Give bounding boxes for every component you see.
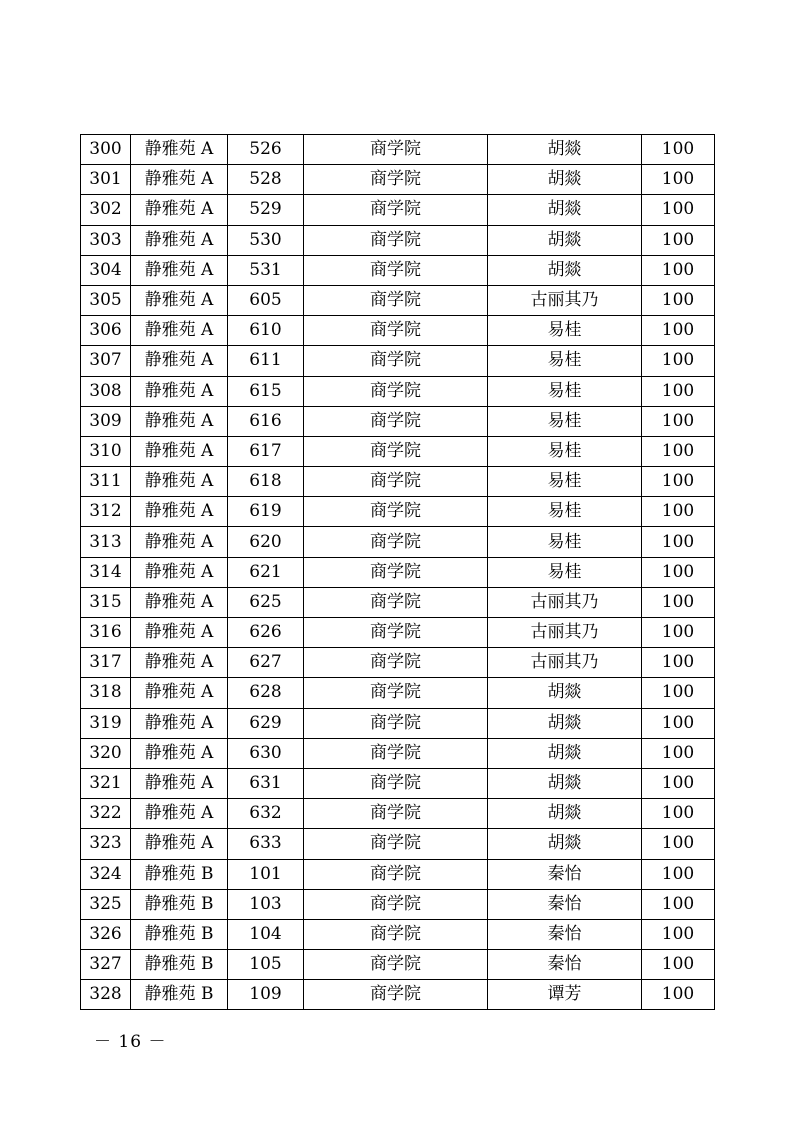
- table-row: [81, 587, 715, 617]
- score-cell: 100: [642, 587, 715, 617]
- table-row: [81, 467, 715, 497]
- score-cell: 100: [642, 165, 715, 195]
- college-cell: 商学院: [304, 165, 488, 195]
- counselor-cell: 古丽其乃: [488, 285, 642, 315]
- row-index-cell: 323: [81, 829, 131, 859]
- counselor-cell: 胡燚: [488, 165, 642, 195]
- score-cell: 100: [642, 225, 715, 255]
- college-cell: 商学院: [304, 316, 488, 346]
- building-cell: 静雅苑 B: [131, 950, 228, 980]
- college-cell: 商学院: [304, 587, 488, 617]
- college-cell: 商学院: [304, 346, 488, 376]
- table-row: [81, 376, 715, 406]
- row-index-cell: 319: [81, 708, 131, 738]
- row-index-cell: 303: [81, 225, 131, 255]
- college-cell: 商学院: [304, 195, 488, 225]
- score-cell: 100: [642, 406, 715, 436]
- score-cell: 100: [642, 346, 715, 376]
- table-row: [81, 768, 715, 798]
- score-cell: 100: [642, 618, 715, 648]
- row-index-cell: 302: [81, 195, 131, 225]
- row-index-cell: 325: [81, 889, 131, 919]
- counselor-cell: 易桂: [488, 436, 642, 466]
- row-index-cell: 312: [81, 497, 131, 527]
- score-cell: 100: [642, 436, 715, 466]
- college-cell: 商学院: [304, 859, 488, 889]
- table-row: [81, 889, 715, 919]
- counselor-cell: 易桂: [488, 376, 642, 406]
- row-index-cell: 308: [81, 376, 131, 406]
- room-number-cell: 101: [228, 859, 304, 889]
- college-cell: 商学院: [304, 285, 488, 315]
- room-number-cell: 629: [228, 708, 304, 738]
- room-number-cell: 618: [228, 467, 304, 497]
- table-row: [81, 919, 715, 949]
- college-cell: 商学院: [304, 708, 488, 738]
- room-number-cell: 631: [228, 768, 304, 798]
- building-cell: 静雅苑 A: [131, 618, 228, 648]
- counselor-cell: 胡燚: [488, 829, 642, 859]
- room-number-cell: 109: [228, 980, 304, 1010]
- score-cell: 100: [642, 950, 715, 980]
- room-number-cell: 626: [228, 618, 304, 648]
- row-index-cell: 311: [81, 467, 131, 497]
- room-number-cell: 104: [228, 919, 304, 949]
- table-row: [81, 165, 715, 195]
- room-number-cell: 611: [228, 346, 304, 376]
- table-row: [81, 195, 715, 225]
- score-cell: 100: [642, 135, 715, 165]
- counselor-cell: 胡燚: [488, 768, 642, 798]
- row-index-cell: 318: [81, 678, 131, 708]
- table-row: [81, 708, 715, 738]
- score-cell: 100: [642, 738, 715, 768]
- table-row: [81, 225, 715, 255]
- building-cell: 静雅苑 A: [131, 316, 228, 346]
- table-row: [81, 527, 715, 557]
- score-cell: 100: [642, 255, 715, 285]
- room-number-cell: 530: [228, 225, 304, 255]
- college-cell: 商学院: [304, 497, 488, 527]
- college-cell: 商学院: [304, 406, 488, 436]
- building-cell: 静雅苑 A: [131, 467, 228, 497]
- score-cell: 100: [642, 708, 715, 738]
- counselor-cell: 古丽其乃: [488, 618, 642, 648]
- room-number-cell: 531: [228, 255, 304, 285]
- college-cell: 商学院: [304, 618, 488, 648]
- table-body: [81, 135, 715, 1010]
- table-row: [81, 436, 715, 466]
- room-number-cell: 605: [228, 285, 304, 315]
- college-cell: 商学院: [304, 648, 488, 678]
- row-index-cell: 320: [81, 738, 131, 768]
- college-cell: 商学院: [304, 889, 488, 919]
- counselor-cell: 胡燚: [488, 225, 642, 255]
- page-number: － 16 －: [94, 1032, 167, 1052]
- row-index-cell: 328: [81, 980, 131, 1010]
- college-cell: 商学院: [304, 950, 488, 980]
- score-cell: 100: [642, 527, 715, 557]
- table-row: [81, 980, 715, 1010]
- table-row: [81, 316, 715, 346]
- building-cell: 静雅苑 A: [131, 648, 228, 678]
- row-index-cell: 307: [81, 346, 131, 376]
- room-number-cell: 619: [228, 497, 304, 527]
- table-row: [81, 285, 715, 315]
- row-index-cell: 316: [81, 618, 131, 648]
- room-number-cell: 632: [228, 799, 304, 829]
- row-index-cell: 314: [81, 557, 131, 587]
- room-number-cell: 105: [228, 950, 304, 980]
- counselor-cell: 古丽其乃: [488, 587, 642, 617]
- building-cell: 静雅苑 A: [131, 587, 228, 617]
- row-index-cell: 309: [81, 406, 131, 436]
- college-cell: 商学院: [304, 376, 488, 406]
- table-row: [81, 678, 715, 708]
- score-cell: 100: [642, 768, 715, 798]
- room-number-cell: 630: [228, 738, 304, 768]
- score-cell: 100: [642, 497, 715, 527]
- table-row: [81, 738, 715, 768]
- room-number-cell: 526: [228, 135, 304, 165]
- counselor-cell: 谭芳: [488, 980, 642, 1010]
- table-row: [81, 255, 715, 285]
- counselor-cell: 易桂: [488, 497, 642, 527]
- score-cell: 100: [642, 889, 715, 919]
- score-cell: 100: [642, 467, 715, 497]
- counselor-cell: 易桂: [488, 406, 642, 436]
- college-cell: 商学院: [304, 768, 488, 798]
- row-index-cell: 301: [81, 165, 131, 195]
- counselor-cell: 秦怡: [488, 889, 642, 919]
- row-index-cell: 315: [81, 587, 131, 617]
- row-index-cell: 317: [81, 648, 131, 678]
- building-cell: 静雅苑 A: [131, 799, 228, 829]
- counselor-cell: 易桂: [488, 557, 642, 587]
- college-cell: 商学院: [304, 527, 488, 557]
- counselor-cell: 秦怡: [488, 859, 642, 889]
- score-cell: 100: [642, 195, 715, 225]
- room-number-cell: 528: [228, 165, 304, 195]
- score-cell: 100: [642, 678, 715, 708]
- room-number-cell: 615: [228, 376, 304, 406]
- building-cell: 静雅苑 B: [131, 889, 228, 919]
- row-index-cell: 327: [81, 950, 131, 980]
- score-cell: 100: [642, 285, 715, 315]
- table-row: [81, 346, 715, 376]
- college-cell: 商学院: [304, 919, 488, 949]
- building-cell: 静雅苑 B: [131, 919, 228, 949]
- table-row: [81, 950, 715, 980]
- counselor-cell: 秦怡: [488, 919, 642, 949]
- counselor-cell: 胡燚: [488, 738, 642, 768]
- table-row: [81, 618, 715, 648]
- table-row: [81, 829, 715, 859]
- row-index-cell: 313: [81, 527, 131, 557]
- room-number-cell: 610: [228, 316, 304, 346]
- building-cell: 静雅苑 A: [131, 255, 228, 285]
- counselor-cell: 胡燚: [488, 195, 642, 225]
- room-number-cell: 625: [228, 587, 304, 617]
- score-cell: 100: [642, 557, 715, 587]
- building-cell: 静雅苑 A: [131, 195, 228, 225]
- counselor-cell: 易桂: [488, 346, 642, 376]
- room-number-cell: 529: [228, 195, 304, 225]
- counselor-cell: 胡燚: [488, 678, 642, 708]
- college-cell: 商学院: [304, 980, 488, 1010]
- room-number-cell: 621: [228, 557, 304, 587]
- college-cell: 商学院: [304, 557, 488, 587]
- college-cell: 商学院: [304, 135, 488, 165]
- row-index-cell: 322: [81, 799, 131, 829]
- room-number-cell: 627: [228, 648, 304, 678]
- building-cell: 静雅苑 A: [131, 557, 228, 587]
- college-cell: 商学院: [304, 436, 488, 466]
- score-cell: 100: [642, 648, 715, 678]
- counselor-cell: 易桂: [488, 316, 642, 346]
- row-index-cell: 300: [81, 135, 131, 165]
- table-row: [81, 557, 715, 587]
- building-cell: 静雅苑 A: [131, 708, 228, 738]
- building-cell: 静雅苑 A: [131, 406, 228, 436]
- room-number-cell: 628: [228, 678, 304, 708]
- row-index-cell: 321: [81, 768, 131, 798]
- college-cell: 商学院: [304, 799, 488, 829]
- counselor-cell: 胡燚: [488, 708, 642, 738]
- building-cell: 静雅苑 A: [131, 768, 228, 798]
- counselor-cell: 胡燚: [488, 135, 642, 165]
- building-cell: 静雅苑 A: [131, 135, 228, 165]
- college-cell: 商学院: [304, 738, 488, 768]
- table-row: [81, 648, 715, 678]
- building-cell: 静雅苑 B: [131, 980, 228, 1010]
- table-row: [81, 859, 715, 889]
- room-number-cell: 620: [228, 527, 304, 557]
- building-cell: 静雅苑 A: [131, 527, 228, 557]
- room-number-cell: 103: [228, 889, 304, 919]
- college-cell: 商学院: [304, 255, 488, 285]
- row-index-cell: 305: [81, 285, 131, 315]
- college-cell: 商学院: [304, 225, 488, 255]
- counselor-cell: 易桂: [488, 467, 642, 497]
- table-row: [81, 406, 715, 436]
- counselor-cell: 胡燚: [488, 255, 642, 285]
- score-cell: 100: [642, 316, 715, 346]
- room-number-cell: 633: [228, 829, 304, 859]
- building-cell: 静雅苑 B: [131, 859, 228, 889]
- table-row: [81, 799, 715, 829]
- building-cell: 静雅苑 A: [131, 678, 228, 708]
- row-index-cell: 306: [81, 316, 131, 346]
- building-cell: 静雅苑 A: [131, 285, 228, 315]
- building-cell: 静雅苑 A: [131, 346, 228, 376]
- counselor-cell: 胡燚: [488, 799, 642, 829]
- building-cell: 静雅苑 A: [131, 376, 228, 406]
- row-index-cell: 310: [81, 436, 131, 466]
- college-cell: 商学院: [304, 678, 488, 708]
- dormitory-score-table: [80, 134, 715, 1010]
- score-cell: 100: [642, 919, 715, 949]
- college-cell: 商学院: [304, 467, 488, 497]
- row-index-cell: 304: [81, 255, 131, 285]
- score-cell: 100: [642, 980, 715, 1010]
- room-number-cell: 616: [228, 406, 304, 436]
- building-cell: 静雅苑 A: [131, 829, 228, 859]
- row-index-cell: 324: [81, 859, 131, 889]
- building-cell: 静雅苑 A: [131, 225, 228, 255]
- counselor-cell: 易桂: [488, 527, 642, 557]
- building-cell: 静雅苑 A: [131, 497, 228, 527]
- counselor-cell: 古丽其乃: [488, 648, 642, 678]
- score-cell: 100: [642, 859, 715, 889]
- building-cell: 静雅苑 A: [131, 738, 228, 768]
- score-cell: 100: [642, 829, 715, 859]
- building-cell: 静雅苑 A: [131, 165, 228, 195]
- table-row: [81, 135, 715, 165]
- college-cell: 商学院: [304, 829, 488, 859]
- row-index-cell: 326: [81, 919, 131, 949]
- score-cell: 100: [642, 799, 715, 829]
- counselor-cell: 秦怡: [488, 950, 642, 980]
- table-row: [81, 497, 715, 527]
- room-number-cell: 617: [228, 436, 304, 466]
- score-cell: 100: [642, 376, 715, 406]
- building-cell: 静雅苑 A: [131, 436, 228, 466]
